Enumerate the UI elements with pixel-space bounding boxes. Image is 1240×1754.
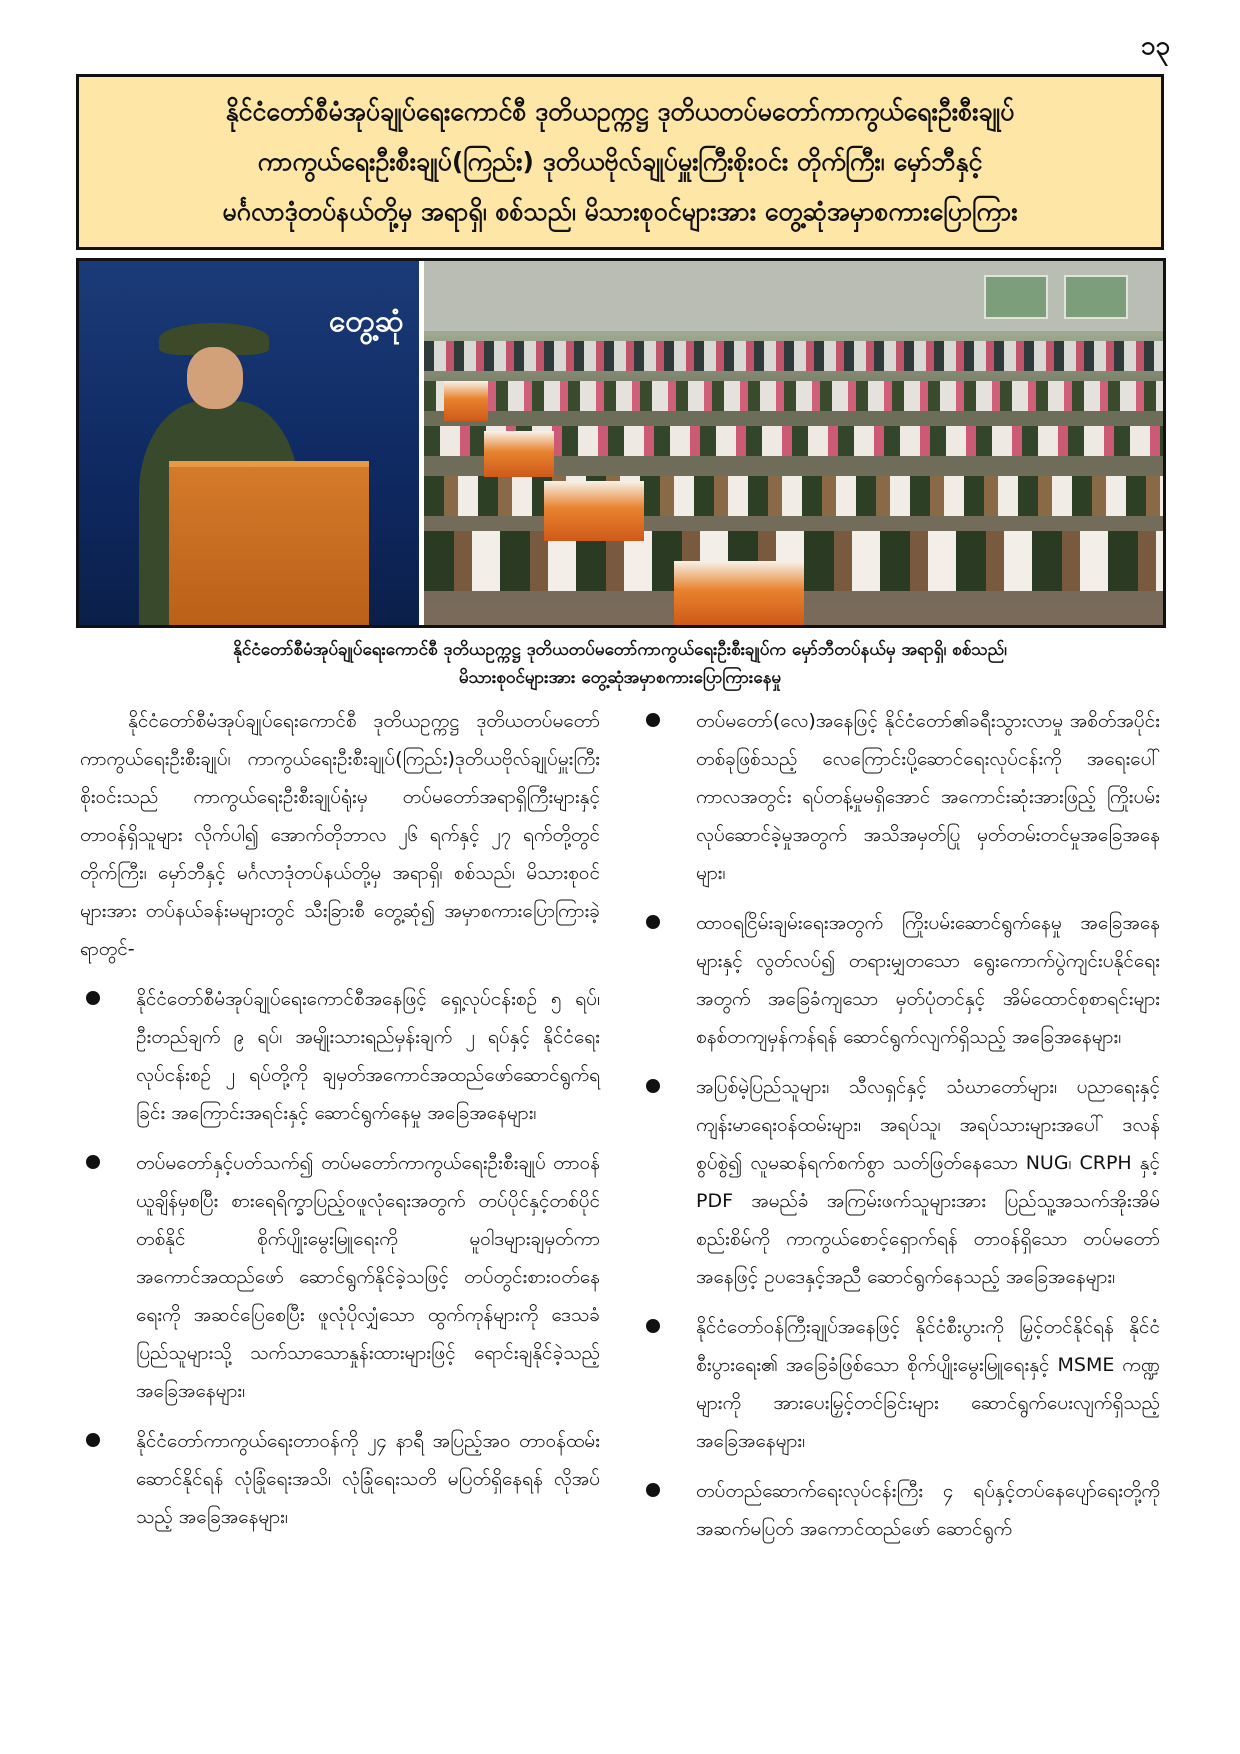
photo-banner-text: တွေ့ဆုံ — [329, 304, 404, 339]
decorated-table — [544, 481, 644, 541]
bullet-text: နိုင်ငံတော်ဝန်ကြီးချုပ်အနေဖြင့် နိုင်ငံစီးပွားကို မြှင့်တင်နိုင်ရန် နိုင်ငံစီးပွားရေး၏ အခြေခံဖြစ်သော စိုက်ပျိုးမွေးမြူရေးနှင့် MSME ကဏ္ဍများကို အားပေးမြှင့်တင်ခြင်းများ ဆောင်ရွက်ပေးလျက်ရှိသည့် အခြေအနေများ၊ — [696, 1316, 1160, 1452]
bullet-dot-icon — [646, 1079, 660, 1093]
bullet-dot-icon — [86, 991, 100, 1005]
page-number: ၁၃ — [1140, 31, 1170, 61]
photo-caption — [76, 636, 1164, 692]
podium — [169, 461, 369, 625]
news-photo — [76, 258, 1166, 628]
bullet-text: နိုင်ငံတော်စီမံအုပ်ချုပ်ရေးကောင်စီအနေဖြင့် ရှေ့လုပ်ငန်းစဉ် ၅ ရပ်၊ ဦးတည်ချက် ၉ ရပ်၊ အမျိုးသားရည်မှန်းချက် ၂ ရပ်နှင့် နိုင်ငံရေးလုပ်ငန်းစဉ် ၂ ရပ်တို့ကို ချမှတ်အကောင်အထည်ဖော်ဆောင်ရွက်ရခြင်း အကြောင်းအရင်းနှင့် ဆောင်ရွက်နေမှု အခြေအနေများ၊ — [136, 988, 600, 1124]
headline-line-1: နိုင်ငံတော်စီမံအုပ်ချုပ်ရေးကောင်စီ ဒုတိယဥက္ကဋ္ဌ ဒုတိယတပ်မတော်ကာကွယ်ရေးဦးစီးချုပ် — [225, 97, 1015, 126]
bullet-dot-icon — [646, 915, 660, 929]
decorated-table — [444, 381, 488, 421]
bullet-dot-icon — [86, 1433, 100, 1447]
bullet-text: အပြစ်မဲ့ပြည်သူများ၊ သီလရှင်နှင့် သံဃာတော်များ၊ ပညာရေးနှင့် ကျန်းမာရေးဝန်ထမ်းများ၊ အရပ်သူ၊ အရပ်သားများအပေါ် ဒလန်စွပ်စွဲ၍ လူမဆန်ရက်စက်စွာ သတ်ဖြတ်နေသော NUG၊ CRPH နှင့် PDF အမည်ခံ အကြမ်းဖက်သူများအား ပြည်သူ့အသက်အိုးအိမ်စည်းစိမ်ကို ကာကွယ်စောင့်ရှောက်ရန် တာဝန်ရှိသော တပ်မတော်အနေဖြင့် ဥပဒေနှင့်အညီ ဆောင်ရွက်နေသည့် အခြေအနေများ၊ — [696, 1076, 1160, 1288]
intro-paragraph: နိုင်ငံတော်စီမံအုပ်ချုပ်ရေးကောင်စီ ဒုတိယဥက္ကဋ္ဌ ဒုတိယတပ်မတော်ကာကွယ်ရေးဦးစီးချုပ်၊ ကာကွယ်ရေးဦးစီးချုပ်(ကြည်း)ဒုတိယဗိုလ်ချုပ်မှူးကြီး စိုးဝင်းသည် ကာကွယ်ရေးဦးစီးချုပ်ရုံးမှ တပ်မတော်အရာရှိကြီးများနှင့် တာဝန်ရှိသူများ လိုက်ပါ၍ အောက်တိုဘာလ ၂၆ ရက်နှင့် ၂၇ ရက်တို့တွင် တိုက်ကြီး၊ မှော်ဘီနှင့် မင်္ဂလာဒုံတပ်နယ်တို့မှ အရာရှိ၊ စစ်သည်၊ မိသားစုဝင်များအား တပ်နယ်ခန်းမများတွင် သီးခြားစီ တွေ့ဆုံ၍ အမှာစကားပြောကြားခဲ့ရာတွင်- — [80, 710, 600, 960]
caption-line-2: မိသားစုဝင်များအား တွေ့ဆုံအမှာစကားပြောကြားနေမှု — [458, 668, 782, 688]
bullet-text: နိုင်ငံတော်ကာကွယ်ရေးတာဝန်ကို ၂၄ နာရီ အပြည့်အဝ တာဝန်ထမ်းဆောင်နိုင်ရန် လုံခြုံရေးအသိ၊ လုံခြုံရေးသတိ မပြတ်ရှိနေရန် လိုအပ်သည့် အခြေအနေများ၊ — [136, 1430, 600, 1528]
hall-window — [984, 275, 1048, 319]
bullet-dot-icon — [86, 1155, 100, 1169]
audience-row — [424, 381, 1163, 411]
decorated-table — [484, 431, 554, 477]
photo-audience-hall — [424, 261, 1163, 625]
bullet-item — [640, 702, 1160, 892]
hall-wall — [424, 261, 1163, 331]
bullet-item — [80, 980, 600, 1132]
headline-line-2: ကာကွယ်ရေးဦးစီးချုပ်(ကြည်း) ဒုတိယဗိုလ်ချုပ်မှူးကြီးစိုးဝင်း တိုက်ကြီး၊ မှော်ဘီနှင့် — [257, 147, 983, 176]
bullet-item — [640, 1308, 1160, 1460]
bullet-text: တပ်မတော်(လေ)အနေဖြင့် နိုင်ငံတော်၏ခရီးသွားလာမှု အစိတ်အပိုင်းတစ်ခုဖြစ်သည့် လေကြောင်းပို့ဆောင်ရေးလုပ်ငန်းကို အရေးပေါ်ကာလအတွင်း ရပ်တန့်မှုမရှိအောင် အကောင်းဆုံးအားဖြည့် ကြိုးပမ်းလုပ်ဆောင်ခဲ့မှုအတွက် အသိအမှတ်ပြု မှတ်တမ်းတင်မှုအခြေအနေများ၊ — [696, 710, 1160, 884]
left-bullet-list — [80, 980, 600, 1536]
audience-row — [424, 341, 1163, 371]
bullet-item — [640, 1068, 1160, 1296]
headline-line-3: မင်္ဂလာဒုံတပ်နယ်တို့မှ အရာရှိ၊ စစ်သည်၊ မိသားစုဝင်များအား တွေ့ဆုံအမှာစကားပြောကြား — [222, 197, 1018, 226]
bullet-item — [80, 1144, 600, 1410]
bullet-item — [640, 904, 1160, 1056]
bullet-dot-icon — [646, 1483, 660, 1497]
bullet-text: တပ်တည်ဆောက်ရေးလုပ်ငန်းကြီး ၄ ရပ်နှင့်တပ်နေပျော်ရေးတို့ကို အဆက်မပြတ် အကောင်ထည်ဖော် ဆောင်ရွက် — [696, 1480, 1160, 1540]
bullet-item — [640, 1472, 1160, 1548]
audience-row — [424, 476, 1163, 516]
left-column — [80, 702, 600, 1536]
bullet-dot-icon — [646, 713, 660, 727]
right-bullet-list — [640, 702, 1160, 1548]
headline-box — [76, 74, 1164, 250]
right-column — [640, 702, 1160, 1548]
hall-window — [1064, 275, 1128, 319]
speaker-head — [187, 347, 243, 409]
caption-line-1: နိုင်ငံတော်စီမံအုပ်ချုပ်ရေးကောင်စီ ဒုတိယဥက္ကဋ္ဌ ဒုတိယတပ်မတော်ကာကွယ်ရေးဦးစီးချုပ်က မှော်ဘီတပ်နယ်မှ အရာရှိ၊ စစ်သည်၊ — [233, 640, 1007, 660]
decorated-table — [674, 561, 804, 625]
photo-speaker-at-podium — [79, 261, 419, 625]
bullet-text: တပ်မတော်နှင့်ပတ်သက်၍ တပ်မတော်ကာကွယ်ရေးဦးစီးချုပ် တာဝန်ယူချိန်မှစပြီး စားရေရိက္ခာပြည့်ဝဖူလုံရေးအတွက် တပ်ပိုင်နှင့်တစ်ပိုင်တစ်နိုင် စိုက်ပျိုးမွေးမြူရေးကို မူဝါဒများချမှတ်ကာ အကောင်အထည်ဖော် ဆောင်ရွက်နိုင်ခဲ့သဖြင့် တပ်တွင်းစားဝတ်နေရေးကို အဆင်ပြေစေပြီး ဖူလုံပိုလျှံသော ထွက်ကုန်များကို ဒေသခံပြည်သူများသို့ သက်သာသောနှုန်းထားများဖြင့် ရောင်းချနိုင်ခဲ့သည့်အခြေအနေများ၊ — [136, 1152, 600, 1402]
bullet-text: ထာဝရငြိမ်းချမ်းရေးအတွက် ကြိုးပမ်းဆောင်ရွက်နေမှု အခြေအနေများနှင့် လွတ်လပ်၍ တရားမျှတသော ရွေးကောက်ပွဲကျင်းပနိုင်ရေးအတွက် အခြေခံကျသော မှတ်ပုံတင်နှင့် အိမ်ထောင်စုစာရင်းများ စနစ်တကျမှန်ကန်ရန် ဆောင်ရွက်လျက်ရှိသည့် အခြေအနေများ၊ — [696, 912, 1160, 1048]
bullet-item — [80, 1422, 600, 1536]
bullet-dot-icon — [646, 1319, 660, 1333]
